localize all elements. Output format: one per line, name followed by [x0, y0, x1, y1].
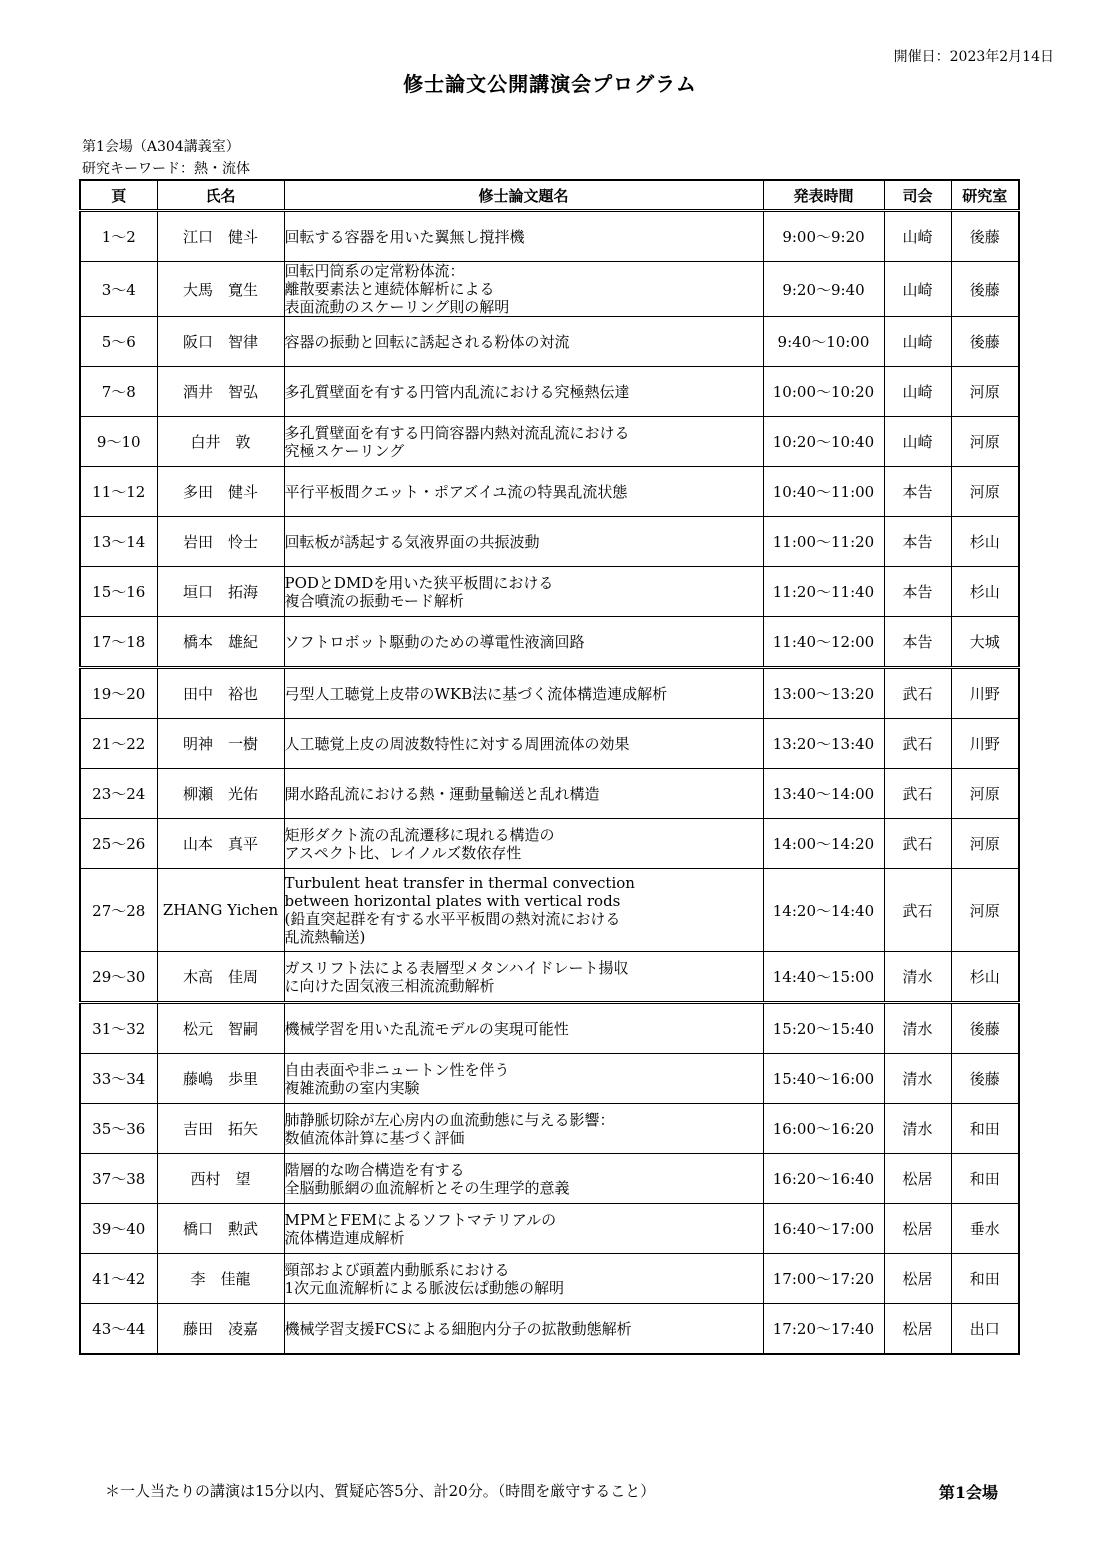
cell-name: 大馬 寛生 — [157, 262, 284, 317]
cell-chair: 本告 — [884, 617, 951, 668]
cell-lab: 杉山 — [951, 952, 1019, 1003]
column-header-thesis-title: 修士論文題名 — [284, 180, 763, 211]
thesis-title-line: 多孔質壁面を有する円管内乱流における究極熱伝達 — [284, 382, 630, 401]
cell-pages: 43～44 — [80, 1304, 157, 1355]
cell-chair: 武石 — [884, 668, 951, 719]
cell-chair: 清水 — [884, 1104, 951, 1154]
column-header-name: 氏名 — [157, 180, 284, 211]
cell-chair: 松居 — [884, 1204, 951, 1254]
cell-pages: 3～4 — [80, 262, 157, 317]
cell-time: 10:40～11:00 — [763, 467, 884, 517]
thesis-title-line: 自由表面や非ニュートン性を伴う — [284, 1060, 510, 1079]
cell-pages: 7～8 — [80, 367, 157, 417]
table-row — [80, 1003, 1019, 1054]
thesis-title-line: 容器の振動と回転に誘起される粉体の対流 — [284, 332, 570, 351]
cell-time: 17:00～17:20 — [763, 1254, 884, 1304]
cell-thesis-title — [284, 367, 763, 417]
footer-note: ＊一人当たりの講演は15分以内、質疑応答5分、計20分。（時間を厳守すること） — [105, 1482, 656, 1500]
cell-lab: 河原 — [951, 367, 1019, 417]
thesis-title-line: 数値流体計算に基づく評価 — [284, 1128, 465, 1147]
keywords-label: 研究キーワード：熱・流体 — [82, 161, 250, 177]
thesis-title-line: 複雑流動の室内実験 — [284, 1078, 420, 1097]
event-date: 開催日：2023年2月14日 — [893, 49, 1054, 65]
thesis-title-line: ソフトロボット駆動のための導電性液滴回路 — [284, 632, 585, 651]
cell-name: 橋本 雄紀 — [157, 617, 284, 668]
thesis-title-line: 離散要素法と連続体解析による — [284, 280, 495, 298]
table-row — [80, 317, 1019, 367]
cell-name: 岩田 怜士 — [157, 517, 284, 567]
column-header-chair: 司会 — [884, 180, 951, 211]
cell-pages: 29～30 — [80, 952, 157, 1003]
cell-time: 10:20～10:40 — [763, 417, 884, 467]
cell-thesis-title — [284, 262, 763, 317]
cell-thesis-title — [284, 517, 763, 567]
cell-name: 木高 佳周 — [157, 952, 284, 1003]
cell-name: 阪口 智律 — [157, 317, 284, 367]
cell-lab: 後藤 — [951, 1054, 1019, 1104]
thesis-title-line: 複合噴流の振動モード解析 — [284, 591, 464, 610]
cell-name: 白井 敦 — [157, 417, 284, 467]
cell-thesis-title — [284, 1104, 763, 1154]
cell-chair: 松居 — [884, 1154, 951, 1204]
cell-time: 10:00～10:20 — [763, 367, 884, 417]
cell-thesis-title — [284, 719, 763, 769]
cell-thesis-title — [284, 952, 763, 1003]
cell-thesis-title — [284, 417, 763, 467]
cell-lab: 河原 — [951, 819, 1019, 869]
cell-lab: 和田 — [951, 1154, 1019, 1204]
cell-pages: 23～24 — [80, 769, 157, 819]
thesis-title-line: between horizontal plates with vertical rods — [284, 892, 621, 910]
thesis-title-line: 機械学習支援FCSによる細胞内分子の拡散動態解析 — [284, 1319, 632, 1338]
cell-chair: 山崎 — [884, 262, 951, 317]
cell-thesis-title — [284, 1304, 763, 1355]
cell-time: 14:20～14:40 — [763, 869, 884, 952]
cell-lab: 杉山 — [951, 567, 1019, 617]
thesis-title-line: 開水路乱流における熱・運動量輸送と乱れ構造 — [284, 784, 600, 803]
thesis-title-line: (鉛直突起群を有する水平平板間の熱対流における — [284, 910, 621, 928]
cell-time: 13:00～13:20 — [763, 668, 884, 719]
cell-chair: 本告 — [884, 567, 951, 617]
thesis-title-line: 階層的な吻合構造を有する — [284, 1160, 465, 1179]
cell-pages: 33～34 — [80, 1054, 157, 1104]
thesis-title-line: 機械学習を用いた乱流モデルの実現可能性 — [284, 1019, 569, 1038]
cell-time: 11:00～11:20 — [763, 517, 884, 567]
cell-thesis-title — [284, 1154, 763, 1204]
program-table-body — [80, 211, 1019, 1355]
cell-lab: 河原 — [951, 417, 1019, 467]
table-row — [80, 417, 1019, 467]
cell-chair: 本告 — [884, 517, 951, 567]
cell-name: 田中 裕也 — [157, 668, 284, 719]
cell-pages: 35～36 — [80, 1104, 157, 1154]
table-row — [80, 769, 1019, 819]
program-table — [79, 179, 1020, 1355]
cell-chair: 武石 — [884, 769, 951, 819]
cell-chair: 山崎 — [884, 317, 951, 367]
thesis-title-line: 矩形ダクト流の乱流遷移に現れる構造の — [284, 825, 555, 844]
table-row — [80, 1304, 1019, 1355]
cell-time: 17:20～17:40 — [763, 1304, 884, 1355]
cell-name: ZHANG Yichen — [157, 869, 284, 952]
cell-chair: 武石 — [884, 719, 951, 769]
cell-name: 山本 真平 — [157, 819, 284, 869]
cell-pages: 9～10 — [80, 417, 157, 467]
cell-time: 11:40～12:00 — [763, 617, 884, 668]
cell-name: 西村 望 — [157, 1154, 284, 1204]
cell-time: 16:00～16:20 — [763, 1104, 884, 1154]
thesis-title-line: MPMとFEMによるソフトマテリアルの — [284, 1210, 557, 1229]
cell-name: 柳瀬 光佑 — [157, 769, 284, 819]
thesis-title-line: 頸部および頭蓋内動脈系における — [284, 1260, 510, 1279]
cell-name: 藤田 凌嘉 — [157, 1304, 284, 1355]
cell-lab: 後藤 — [951, 317, 1019, 367]
cell-lab: 川野 — [951, 719, 1019, 769]
cell-thesis-title — [284, 1054, 763, 1104]
cell-time: 15:40～16:00 — [763, 1054, 884, 1104]
table-row — [80, 1254, 1019, 1304]
cell-thesis-title — [284, 211, 763, 262]
cell-name: 明神 一樹 — [157, 719, 284, 769]
cell-name: 多田 健斗 — [157, 467, 284, 517]
cell-thesis-title — [284, 1003, 763, 1054]
table-row — [80, 517, 1019, 567]
cell-chair: 松居 — [884, 1254, 951, 1304]
cell-name: 松元 智嗣 — [157, 1003, 284, 1054]
cell-pages: 17～18 — [80, 617, 157, 668]
cell-time: 9:40～10:00 — [763, 317, 884, 367]
cell-time: 9:20～9:40 — [763, 262, 884, 317]
cell-name: 垣口 拓海 — [157, 567, 284, 617]
thesis-title-line: 多孔質壁面を有する円筒容器内熱対流乱流における — [284, 423, 630, 442]
thesis-title-line: に向けた固気液三相流流動解析 — [284, 976, 495, 995]
thesis-title-line: 流体構造連成解析 — [284, 1228, 405, 1247]
program-table-header — [80, 180, 1019, 211]
cell-chair: 山崎 — [884, 367, 951, 417]
cell-lab: 川野 — [951, 668, 1019, 719]
table-row — [80, 567, 1019, 617]
footer-venue-label: 第1会場 — [938, 1483, 998, 1502]
cell-chair: 清水 — [884, 1054, 951, 1104]
thesis-title-line: アスペクト比、レイノルズ数依存性 — [284, 843, 522, 862]
thesis-title-line: 乱流熱輸送) — [284, 928, 366, 946]
cell-thesis-title — [284, 567, 763, 617]
cell-name: 酒井 智弘 — [157, 367, 284, 417]
cell-time: 15:20～15:40 — [763, 1003, 884, 1054]
cell-lab: 和田 — [951, 1104, 1019, 1154]
column-header-time: 発表時間 — [763, 180, 884, 211]
thesis-title-line: 究極スケーリング — [284, 441, 405, 460]
cell-pages: 19～20 — [80, 668, 157, 719]
thesis-title-line: 平行平板間クエット・ポアズイユ流の特異乱流状態 — [284, 482, 628, 501]
table-row — [80, 617, 1019, 668]
cell-lab: 和田 — [951, 1254, 1019, 1304]
table-row — [80, 1154, 1019, 1204]
cell-chair: 山崎 — [884, 417, 951, 467]
cell-name: 吉田 拓矢 — [157, 1104, 284, 1154]
table-row — [80, 952, 1019, 1003]
thesis-title-line: 回転板が誘起する気液界面の共振波動 — [284, 532, 540, 551]
cell-thesis-title — [284, 1204, 763, 1254]
cell-chair: 武石 — [884, 819, 951, 869]
cell-thesis-title — [284, 617, 763, 668]
cell-pages: 13～14 — [80, 517, 157, 567]
cell-thesis-title — [284, 819, 763, 869]
venue-label: 第1会場（A304講義室） — [82, 139, 240, 155]
cell-lab: 後藤 — [951, 262, 1019, 317]
cell-pages: 39～40 — [80, 1204, 157, 1254]
thesis-title-line: 回転する容器を用いた翼無し撹拌機 — [284, 227, 525, 246]
table-row — [80, 719, 1019, 769]
thesis-title-line: 肺静脈切除が左心房内の血流動態に与える影響： — [284, 1110, 615, 1129]
column-header-pages: 頁 — [80, 180, 157, 211]
thesis-title-line: 全脳動脈網の血流解析とその生理学的意義 — [284, 1178, 570, 1197]
cell-time: 16:40～17:00 — [763, 1204, 884, 1254]
table-row — [80, 869, 1019, 952]
cell-pages: 25～26 — [80, 819, 157, 869]
cell-name: 江口 健斗 — [157, 211, 284, 262]
table-row — [80, 211, 1019, 262]
cell-pages: 21～22 — [80, 719, 157, 769]
cell-lab: 河原 — [951, 869, 1019, 952]
cell-time: 13:20～13:40 — [763, 719, 884, 769]
cell-name: 藤嶋 歩里 — [157, 1054, 284, 1104]
cell-pages: 31～32 — [80, 1003, 157, 1054]
cell-thesis-title — [284, 317, 763, 367]
page-title: 修士論文公開講演会プログラム — [403, 72, 697, 96]
table-row — [80, 1054, 1019, 1104]
cell-lab: 後藤 — [951, 1003, 1019, 1054]
thesis-title-line: 1次元血流解析による脈波伝ぱ動態の解明 — [284, 1278, 565, 1297]
cell-pages: 37～38 — [80, 1154, 157, 1204]
cell-lab: 出口 — [951, 1304, 1019, 1355]
table-row — [80, 467, 1019, 517]
cell-thesis-title — [284, 769, 763, 819]
cell-pages: 41～42 — [80, 1254, 157, 1304]
cell-time: 14:00～14:20 — [763, 819, 884, 869]
cell-lab: 後藤 — [951, 211, 1019, 262]
cell-name: 李 佳龍 — [157, 1254, 284, 1304]
thesis-title-line: 表面流動のスケーリング則の解明 — [284, 298, 510, 316]
cell-time: 16:20～16:40 — [763, 1154, 884, 1204]
cell-lab: 河原 — [951, 769, 1019, 819]
cell-time: 9:00～9:20 — [763, 211, 884, 262]
table-row — [80, 819, 1019, 869]
cell-pages: 11～12 — [80, 467, 157, 517]
cell-time: 11:20～11:40 — [763, 567, 884, 617]
cell-pages: 5～6 — [80, 317, 157, 367]
thesis-title-line: ガスリフト法による表層型メタンハイドレート揚収 — [284, 958, 629, 977]
thesis-title-line: 弓型人工聴覚上皮帯のWKB法に基づく流体構造連成解析 — [284, 684, 668, 703]
cell-lab: 河原 — [951, 467, 1019, 517]
table-row — [80, 668, 1019, 719]
cell-thesis-title — [284, 1254, 763, 1304]
cell-chair: 松居 — [884, 1304, 951, 1355]
cell-chair: 武石 — [884, 869, 951, 952]
thesis-title-line: PODとDMDを用いた狭平板間における — [284, 573, 554, 592]
cell-chair: 山崎 — [884, 211, 951, 262]
cell-chair: 清水 — [884, 1003, 951, 1054]
table-row — [80, 262, 1019, 317]
cell-chair: 清水 — [884, 952, 951, 1003]
table-row — [80, 1204, 1019, 1254]
thesis-title-line: Turbulent heat transfer in thermal convection — [284, 874, 635, 892]
cell-thesis-title — [284, 467, 763, 517]
cell-name: 橋口 勲武 — [157, 1204, 284, 1254]
cell-pages: 1～2 — [80, 211, 157, 262]
cell-pages: 27～28 — [80, 869, 157, 952]
cell-thesis-title — [284, 869, 763, 952]
table-row — [80, 1104, 1019, 1154]
thesis-title-line: 回転円筒系の定常粉体流： — [284, 262, 465, 280]
table-row — [80, 367, 1019, 417]
cell-time: 13:40～14:00 — [763, 769, 884, 819]
cell-pages: 15～16 — [80, 567, 157, 617]
cell-lab: 杉山 — [951, 517, 1019, 567]
thesis-title-line: 人工聴覚上皮の周波数特性に対する周囲流体の効果 — [284, 734, 630, 753]
column-header-lab: 研究室 — [951, 180, 1019, 211]
cell-lab: 垂水 — [951, 1204, 1019, 1254]
cell-chair: 本告 — [884, 467, 951, 517]
cell-time: 14:40～15:00 — [763, 952, 884, 1003]
cell-thesis-title — [284, 668, 763, 719]
cell-lab: 大城 — [951, 617, 1019, 668]
